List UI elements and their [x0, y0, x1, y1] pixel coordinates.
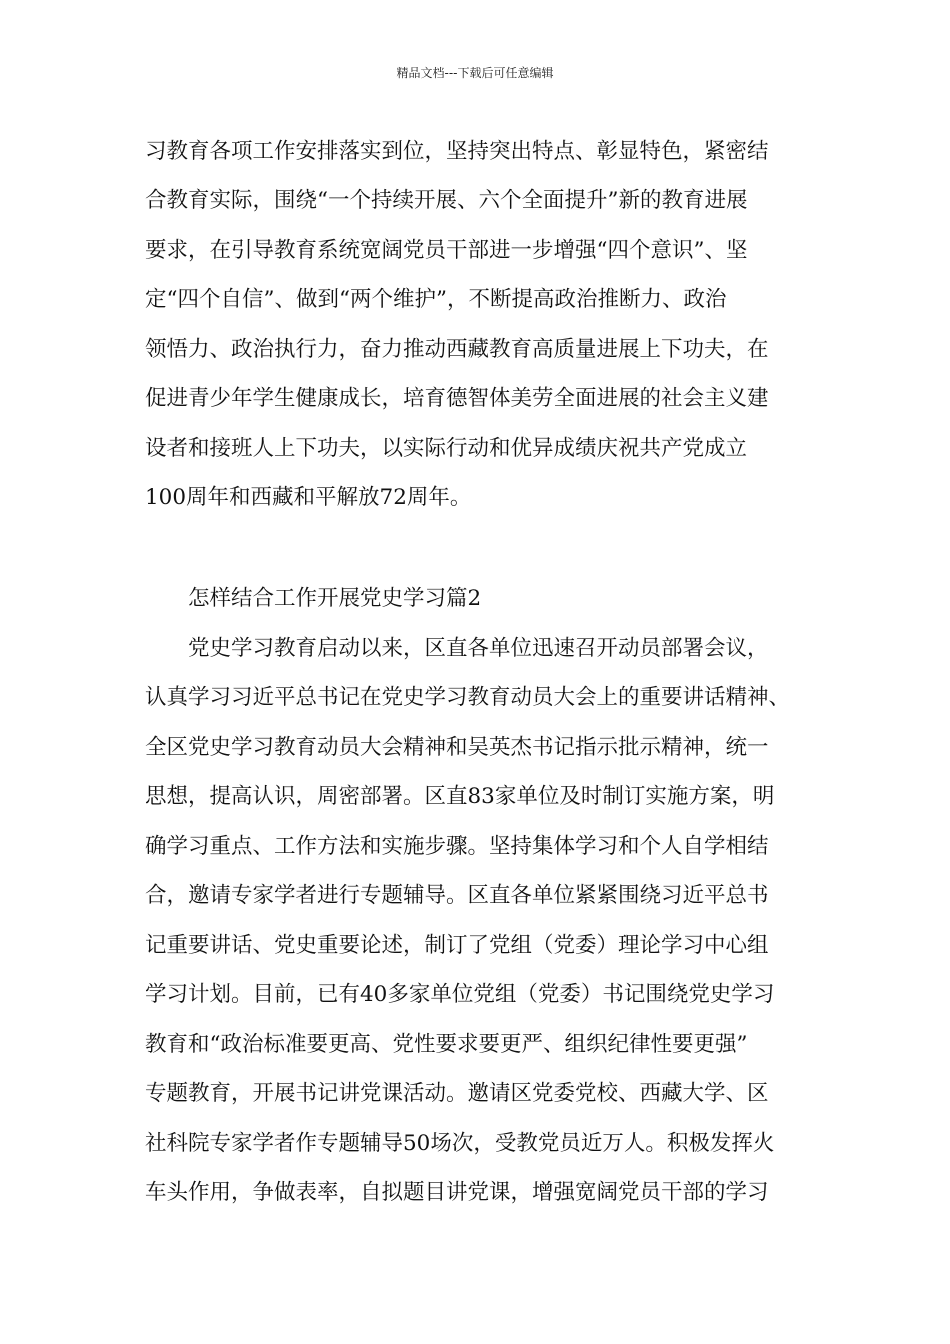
text-line: 社科院专家学者作专题辅导50场次，受教党员近万人。积极发挥火: [145, 1131, 775, 1156]
text-line: 车头作用，争做表率，自拟题目讲党课，增强宽阔党员干部的学习: [145, 1180, 769, 1205]
text-line: 合教育实际，围绕“一个持续开展、六个全面提升”新的教育进展: [145, 188, 748, 213]
page-header: 精品文档---下载后可任意编辑: [396, 66, 554, 80]
text-line: 专题教育，开展书记讲党课活动。邀请区党委党校、西藏大学、区: [145, 1081, 769, 1106]
text-line: 定“四个自信”、做到“两个维护”，不断提高政治推断力、政治: [145, 287, 727, 312]
text-line: 认真学习习近平总书记在党史学习教育动员大会上的重要讲话精神、: [145, 685, 791, 710]
text-line: 要求，在引导教育系统宽阔党员干部进一步增强“四个意识”、坚: [145, 238, 748, 263]
text-line: 设者和接班人上下功夫，以实际行动和优异成绩庆祝共产党成立: [145, 436, 748, 461]
text-line: 教育和“政治标准要更高、党性要求要更严、组织纪律性要更强”: [145, 1032, 748, 1057]
text-line: 100周年和西藏和平解放72周年。: [145, 485, 472, 510]
text-line: 确学习重点、工作方法和实施步骤。坚持集体学习和个人自学相结: [145, 834, 769, 859]
section-heading: 怎样结合工作开展党史学习篇2: [188, 586, 482, 611]
text-line: 领悟力、政治执行力，奋力推动西藏教育高质量进展上下功夫，在: [145, 337, 769, 362]
text-line: 思想，提高认识，周密部署。区直83家单位及时制订实施方案，明: [145, 784, 775, 809]
text-line: 合，邀请专家学者进行专题辅导。区直各单位紧紧围绕习近平总书: [145, 883, 769, 908]
text-line: 学习计划。目前，已有40多家单位党组（党委）书记围绕党史学习: [145, 982, 775, 1007]
text-line: 促进青少年学生健康成长，培育德智体美劳全面进展的社会主义建: [145, 386, 769, 411]
text-line: 党史学习教育启动以来，区直各单位迅速召开动员部署会议，: [188, 636, 769, 661]
text-line: 记重要讲话、党史重要论述，制订了党组（党委）理论学习中心组: [145, 933, 769, 958]
text-line: 全区党史学习教育动员大会精神和吴英杰书记指示批示精神，统一: [145, 735, 769, 760]
text-line: 习教育各项工作安排落实到位，坚持突出特点、彰显特色，紧密结: [145, 139, 769, 164]
